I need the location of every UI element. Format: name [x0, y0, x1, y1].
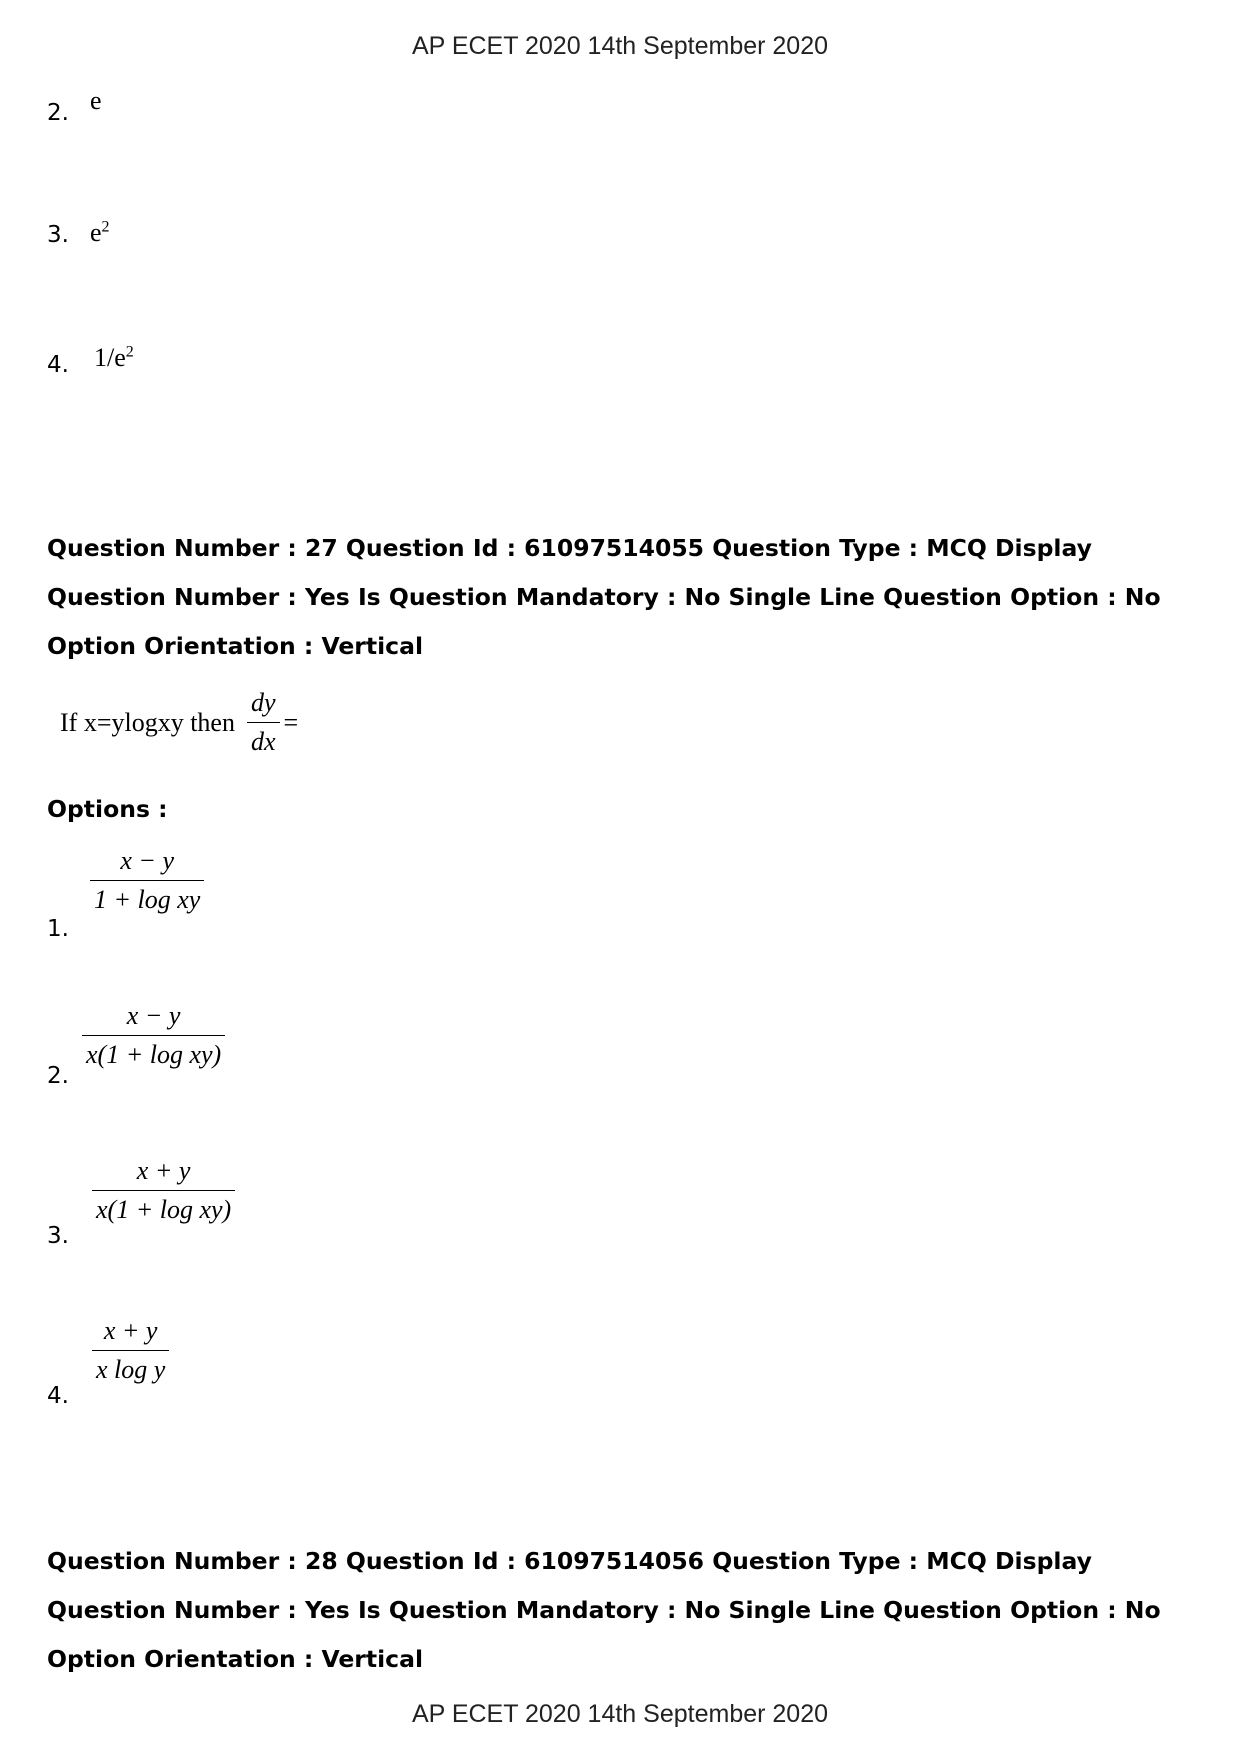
numerator: x − y: [120, 846, 174, 875]
option-value: e: [90, 86, 102, 115]
option-4-fraction: [92, 1318, 169, 1383]
question-27-stem: [60, 690, 298, 755]
option-number: 3.: [47, 222, 69, 248]
page-header: AP ECET 2020 14th September 2020: [411, 32, 829, 60]
denominator: x(1 + log xy): [82, 1035, 225, 1068]
option-number: 3.: [47, 1223, 69, 1249]
option-value: $e^2$: [90, 218, 110, 247]
stem-equals: =: [283, 707, 299, 737]
denominator: x(1 + log xy): [92, 1190, 235, 1223]
option-3-fraction: [92, 1158, 235, 1223]
option-number: 4.: [47, 1383, 69, 1409]
question-28-meta: Question Number : 28 Question Id : 61097514056 Question Type : MCQ Display Question Number : Yes Is Question Mandatory : No Single Line Question Option : No Option Orientation : Vertical: [47, 1547, 1161, 1673]
stem-text: If x=ylogxy then: [60, 707, 235, 737]
option-number: 4.: [47, 352, 69, 378]
page-footer: AP ECET 2020 14th September 2020: [411, 1700, 829, 1728]
numerator: x + y: [103, 1316, 158, 1345]
option-number: 2.: [47, 100, 69, 126]
stem-numerator: dy: [250, 688, 276, 717]
option-1-fraction: [90, 848, 204, 913]
options-label: Options :: [47, 795, 168, 823]
numerator: x − y: [126, 1001, 181, 1030]
numerator: x + y: [136, 1156, 191, 1185]
option-number: 1.: [47, 916, 69, 942]
stem-denominator: dx: [247, 722, 280, 755]
stem-derivative: [247, 690, 280, 755]
option-2-fraction: [82, 1003, 225, 1068]
denominator: x log y: [92, 1350, 169, 1383]
option-number: 2.: [47, 1063, 69, 1089]
option-value: $1/e^2$: [94, 343, 134, 372]
question-27-meta: Question Number : 27 Question Id : 61097514055 Question Type : MCQ Display Question Number : Yes Is Question Mandatory : No Single Line Question Option : No Option Orientation : Vertical: [47, 534, 1161, 660]
denominator: 1 + log xy: [90, 880, 204, 913]
